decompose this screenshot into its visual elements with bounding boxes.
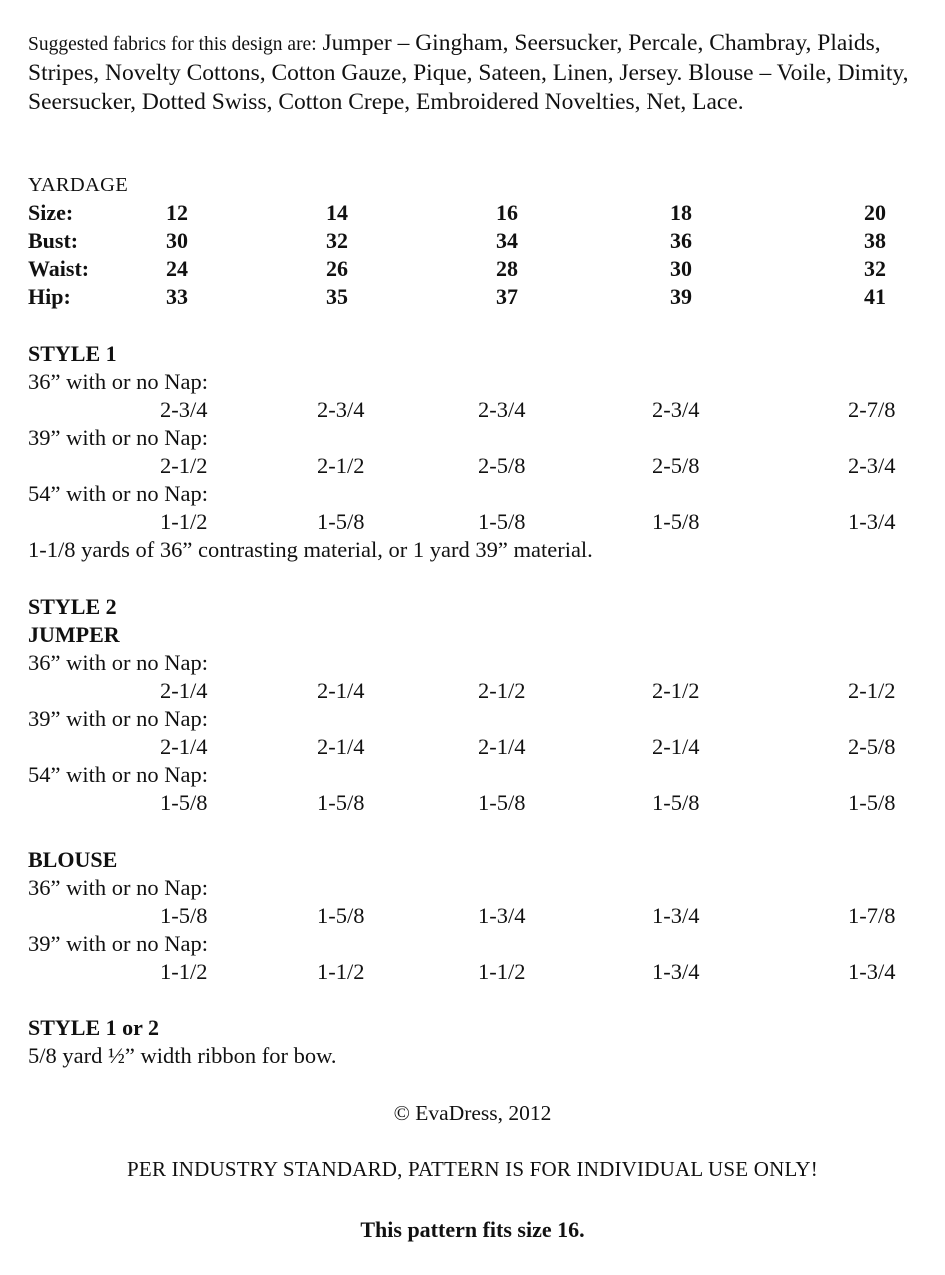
yardage-title: YARDAGE — [28, 174, 129, 196]
pattern-fits-size: This pattern fits size 16. — [360, 1217, 585, 1242]
yardage-value: 2-5/8 — [848, 734, 896, 759]
yardage-row — [0, 677, 945, 705]
yardage-value: 1-3/4 — [478, 903, 526, 928]
row-label: Waist: — [28, 256, 90, 281]
yardage-value: 2-1/4 — [478, 734, 526, 759]
yardage-value: 2-3/4 — [478, 397, 526, 422]
yardage-row — [0, 508, 945, 536]
bust-row — [0, 227, 945, 255]
yardage-row — [0, 733, 945, 761]
yardage-row — [0, 789, 945, 817]
size-value: 12 — [166, 200, 188, 225]
bust-value: 30 — [166, 228, 188, 253]
yardage-value: 1-1/2 — [160, 959, 208, 984]
yardage-value: 2-1/2 — [848, 678, 896, 703]
waist-row — [0, 255, 945, 283]
waist-value: 26 — [326, 256, 348, 281]
yardage-value: 1-3/4 — [652, 903, 700, 928]
yardage-value: 1-3/4 — [848, 959, 896, 984]
fabric-width-label: 36” with or no Nap: — [28, 650, 208, 675]
waist-value: 28 — [496, 256, 518, 281]
yardage-value: 1-5/8 — [317, 790, 365, 815]
bust-value: 32 — [326, 228, 348, 253]
yardage-value: 2-1/4 — [652, 734, 700, 759]
yardage-value: 2-7/8 — [848, 397, 896, 422]
style2-heading: STYLE 2 — [28, 594, 117, 619]
yardage-value: 1-5/8 — [317, 509, 365, 534]
fabric-suggestions-lead: Suggested fabrics for this design are: — [28, 34, 317, 55]
yardage-row — [0, 958, 945, 986]
yardage-value: 1-3/4 — [652, 959, 700, 984]
fabric-suggestions-list: Jumper – Gingham, Seersucker, Percale, Chambray, Plaids, Stripes, Novelty Cottons, Cotton Gauze, Pique, Sateen, Linen, Jersey. Blouse – Voile, Dimity, Seersucker, Dotted Swiss, Cotton Crepe, Embroidered Novelties, Net, Lace. — [28, 30, 909, 115]
individual-use-notice: PER INDUSTRY STANDARD, PATTERN IS FOR INDIVIDUAL USE ONLY! — [127, 1157, 818, 1181]
fabric-width-label: 54” with or no Nap: — [28, 481, 208, 506]
hip-value: 39 — [670, 284, 692, 309]
fabric-suggestions — [28, 29, 923, 117]
yardage-value: 1-5/8 — [317, 903, 365, 928]
hip-value: 35 — [326, 284, 348, 309]
yardage-value: 1-1/2 — [317, 959, 365, 984]
size-value: 16 — [496, 200, 518, 225]
yardage-row — [0, 396, 945, 424]
yardage-value: 1-5/8 — [160, 790, 208, 815]
fabric-width-label: 36” with or no Nap: — [28, 875, 208, 900]
yardage-value: 2-3/4 — [848, 453, 896, 478]
blouse-heading: BLOUSE — [28, 847, 118, 872]
ribbon-note: 5/8 yard ½” width ribbon for bow. — [28, 1043, 337, 1068]
yardage-value: 2-1/2 — [317, 453, 365, 478]
row-label: Hip: — [28, 284, 71, 309]
fabric-width-label: 39” with or no Nap: — [28, 706, 208, 731]
yardage-value: 1-7/8 — [848, 903, 896, 928]
yardage-value: 1-1/2 — [160, 509, 208, 534]
yardage-value: 2-5/8 — [652, 453, 700, 478]
copyright: © EvaDress, 2012 — [393, 1101, 552, 1125]
yardage-value: 1-5/8 — [652, 790, 700, 815]
yardage-row — [0, 452, 945, 480]
fabric-width-label: 39” with or no Nap: — [28, 425, 208, 450]
yardage-value: 2-1/2 — [160, 453, 208, 478]
yardage-value: 1-5/8 — [478, 509, 526, 534]
hip-value: 33 — [166, 284, 188, 309]
yardage-value: 2-3/4 — [652, 397, 700, 422]
yardage-value: 1-3/4 — [848, 509, 896, 534]
bust-value: 34 — [496, 228, 518, 253]
jumper-heading: JUMPER — [28, 622, 120, 647]
waist-value: 30 — [670, 256, 692, 281]
yardage-value: 1-1/2 — [478, 959, 526, 984]
size-row — [0, 199, 945, 227]
size-value: 20 — [864, 200, 886, 225]
yardage-value: 2-1/4 — [160, 678, 208, 703]
size-value: 14 — [326, 200, 348, 225]
yardage-value: 2-1/4 — [317, 734, 365, 759]
yardage-value: 2-5/8 — [478, 453, 526, 478]
yardage-value: 2-1/4 — [160, 734, 208, 759]
yardage-value: 1-5/8 — [652, 509, 700, 534]
yardage-row — [0, 902, 945, 930]
yardage-value: 2-1/4 — [317, 678, 365, 703]
bust-value: 38 — [864, 228, 886, 253]
hip-row — [0, 283, 945, 311]
contrast-material-note: 1-1/8 yards of 36” contrasting material, or 1 yard 39” material. — [28, 537, 593, 562]
bust-value: 36 — [670, 228, 692, 253]
fabric-width-label: 39” with or no Nap: — [28, 931, 208, 956]
style1-or-2-heading: STYLE 1 or 2 — [28, 1015, 160, 1040]
hip-value: 41 — [864, 284, 886, 309]
row-label: Size: — [28, 200, 74, 225]
row-label: Bust: — [28, 228, 79, 253]
hip-value: 37 — [496, 284, 518, 309]
yardage-value: 1-5/8 — [478, 790, 526, 815]
yardage-value: 2-3/4 — [317, 397, 365, 422]
yardage-value: 1-5/8 — [848, 790, 896, 815]
waist-value: 32 — [864, 256, 886, 281]
fabric-width-label: 54” with or no Nap: — [28, 762, 208, 787]
yardage-value: 1-5/8 — [160, 903, 208, 928]
waist-value: 24 — [166, 256, 188, 281]
yardage-value: 2-1/2 — [652, 678, 700, 703]
size-value: 18 — [670, 200, 692, 225]
fabric-width-label: 36” with or no Nap: — [28, 369, 208, 394]
yardage-value: 2-1/2 — [478, 678, 526, 703]
style1-heading: STYLE 1 — [28, 341, 117, 366]
yardage-value: 2-3/4 — [160, 397, 208, 422]
